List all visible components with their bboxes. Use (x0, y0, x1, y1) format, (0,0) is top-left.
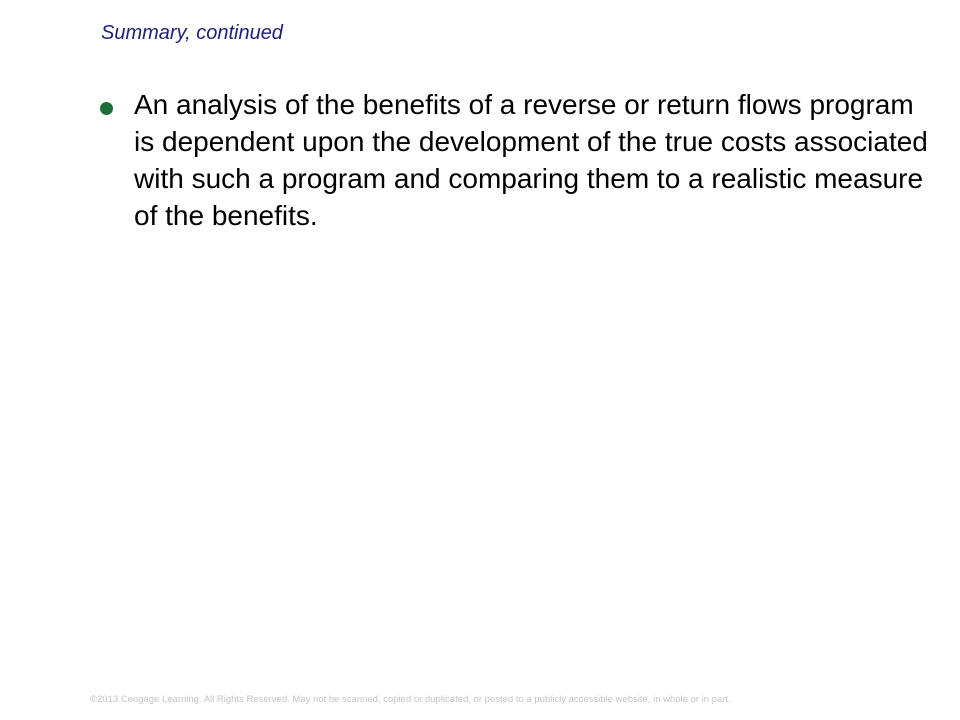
bullet-item (100, 86, 940, 234)
bullet-text: An analysis of the benefits of a reverse or return flows program is dependent upon the development of the true costs associated with such a program and comparing them to a realistic measure of the benefits. (134, 89, 928, 231)
copyright-footer: ©2013 Cengage Learning. All Rights Reserved. May not be scanned, copied or duplicated, or posted to a publicly accessible website, in whole or in part. (90, 694, 731, 705)
bullet-dot-icon (100, 102, 113, 115)
slide-title: Summary, continued (101, 22, 283, 44)
bullet-list (100, 86, 940, 234)
